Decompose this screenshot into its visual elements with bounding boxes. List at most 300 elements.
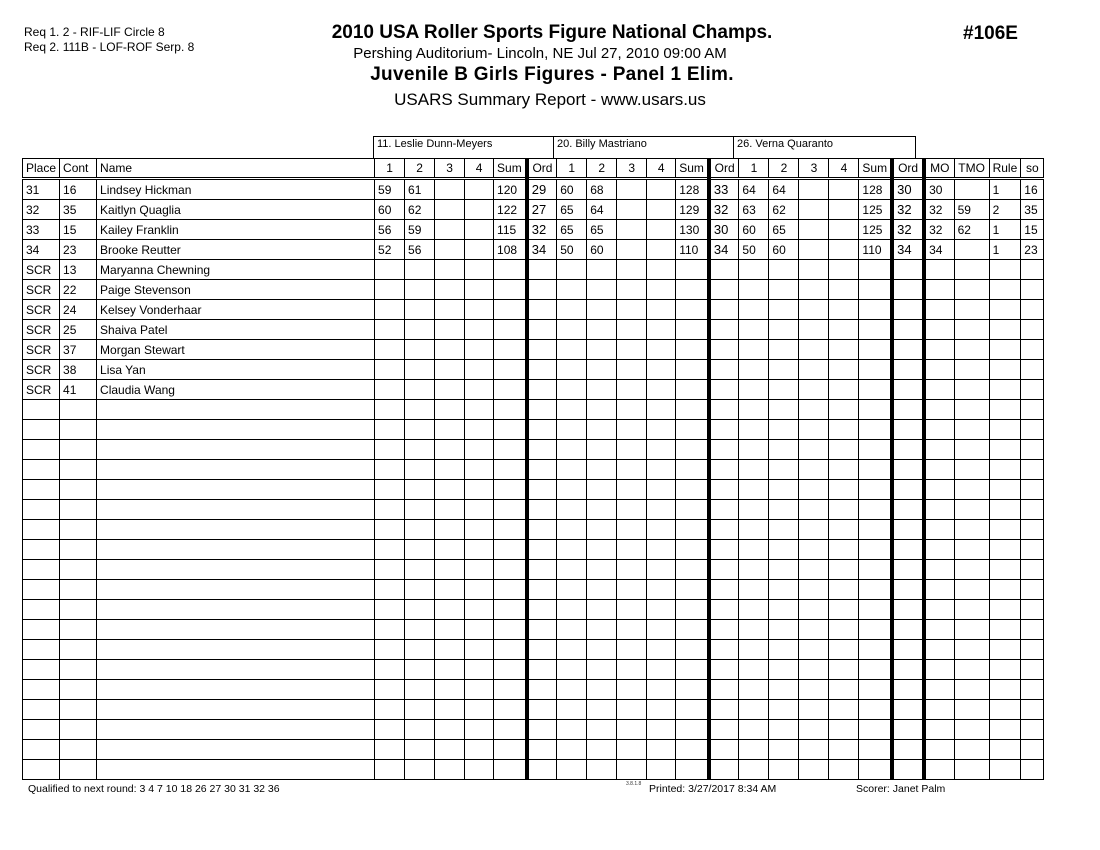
score-2-cell [405,460,435,480]
score-2-cell [405,600,435,620]
score-3-cell [435,280,465,300]
score-3-cell [799,320,829,340]
score-4-cell [829,540,859,560]
score-4-cell [829,460,859,480]
version-code: 3.8.1.8 [626,781,642,787]
score-3-cell [435,680,465,700]
score-3-cell [435,300,465,320]
sum-cell [494,660,527,680]
so-cell [1021,620,1044,640]
score-1-cell [557,740,587,760]
so-cell [1021,560,1044,580]
rule-cell [989,320,1021,340]
so-cell [1021,320,1044,340]
score-4-cell [465,700,494,720]
ordinal-cell [527,540,557,560]
score-4-cell [465,620,494,640]
sum-cell [859,700,892,720]
header-so: so [1021,159,1044,179]
header-j2-score-4: 4 [647,159,676,179]
so-cell: 23 [1021,240,1044,260]
score-4-cell [465,440,494,460]
rule-cell [989,280,1021,300]
rule-cell [989,660,1021,680]
mo-cell [924,660,954,680]
score-1-cell [739,640,769,660]
ordinal-cell [709,300,739,320]
score-4-cell [829,700,859,720]
skater-name-cell [97,400,375,420]
score-1-cell: 60 [375,200,405,220]
table-row [23,260,1044,280]
ordinal-cell [709,620,739,640]
place-cell: SCR [23,280,60,300]
rule-cell [989,300,1021,320]
ordinal-cell [892,500,924,520]
mo-cell [924,600,954,620]
score-2-cell [405,520,435,540]
header-mo: MO [924,159,954,179]
printed-timestamp: Printed: 3/27/2017 8:34 AM [649,783,777,795]
sum-cell [676,280,709,300]
score-2-cell [769,700,799,720]
so-cell [1021,480,1044,500]
score-1-cell: 52 [375,240,405,260]
tmo-cell [954,560,989,580]
ordinal-cell [709,280,739,300]
skater-name-cell [97,740,375,760]
score-2-cell [769,540,799,560]
header-j2-score-3: 3 [617,159,647,179]
score-3-cell [617,660,647,680]
score-1-cell [375,720,405,740]
sum-cell [494,320,527,340]
mo-cell [924,560,954,580]
score-4-cell [465,260,494,280]
ordinal-cell [709,480,739,500]
score-2-cell: 62 [405,200,435,220]
score-3-cell [435,660,465,680]
mo-cell [924,500,954,520]
sum-cell [859,360,892,380]
ordinal-cell [892,580,924,600]
score-1-cell [739,680,769,700]
sum-cell [676,720,709,740]
ordinal-cell [892,420,924,440]
score-2-cell [769,580,799,600]
skater-name-cell: Maryanna Chewning [97,260,375,280]
sum-cell [859,740,892,760]
cont-cell: 41 [60,380,97,400]
score-4-cell [647,220,676,240]
place-cell [23,500,60,520]
sum-cell [494,560,527,580]
score-2-cell [405,440,435,460]
score-3-cell [799,580,829,600]
score-3-cell [435,440,465,460]
ordinal-cell [709,580,739,600]
place-cell [23,560,60,580]
ordinal-cell [709,720,739,740]
ordinal-cell [527,400,557,420]
ordinal-cell [527,340,557,360]
score-1-cell [375,760,405,780]
sum-cell [494,440,527,460]
ordinal-cell [709,460,739,480]
rule-cell [989,400,1021,420]
mo-cell: 34 [924,240,954,260]
so-cell [1021,280,1044,300]
ordinal-cell [527,320,557,340]
place-cell: SCR [23,320,60,340]
score-1-cell [375,300,405,320]
ordinal-cell [709,540,739,560]
score-4-cell [465,320,494,340]
sum-cell [494,520,527,540]
score-1-cell [739,740,769,760]
ordinal-cell [892,440,924,460]
score-3-cell [435,179,465,200]
ordinal-cell [527,620,557,640]
score-1-cell: 56 [375,220,405,240]
score-1-cell [557,460,587,480]
skater-name-cell [97,600,375,620]
score-2-cell [769,660,799,680]
place-cell [23,420,60,440]
ordinal-cell [892,260,924,280]
ordinal-cell [892,480,924,500]
table-row [23,640,1044,660]
ordinal-cell [892,380,924,400]
sum-cell [676,360,709,380]
ordinal-cell [527,720,557,740]
score-3-cell [799,179,829,200]
score-4-cell [465,760,494,780]
sum-cell [494,360,527,380]
score-4-cell [465,179,494,200]
tmo-cell: 59 [954,200,989,220]
rule-cell: 1 [989,240,1021,260]
score-2-cell [587,340,617,360]
rule-cell [989,360,1021,380]
score-2-cell [405,680,435,700]
ordinal-cell [527,440,557,460]
score-2-cell [587,400,617,420]
score-2-cell [769,260,799,280]
tmo-cell [954,320,989,340]
ordinal-cell: 33 [709,179,739,200]
sum-cell [676,400,709,420]
skater-name-cell [97,640,375,660]
tmo-cell [954,680,989,700]
score-2-cell [587,380,617,400]
ordinal-cell: 32 [892,220,924,240]
score-1-cell [739,280,769,300]
sum-cell [676,540,709,560]
mo-cell [924,540,954,560]
cont-cell: 13 [60,260,97,280]
cont-cell: 15 [60,220,97,240]
score-2-cell [405,580,435,600]
score-3-cell [799,300,829,320]
header-tmo: TMO [954,159,989,179]
sum-cell [676,520,709,540]
ordinal-cell [892,640,924,660]
ordinal-cell [892,360,924,380]
rule-cell [989,260,1021,280]
score-1-cell [557,260,587,280]
sum-cell: 122 [494,200,527,220]
table-row [23,240,1044,260]
score-4-cell [465,720,494,740]
mo-cell [924,440,954,460]
so-cell [1021,680,1044,700]
table-row [23,280,1044,300]
score-4-cell [647,500,676,520]
sum-cell [676,460,709,480]
skater-name-cell [97,560,375,580]
mo-cell [924,320,954,340]
score-2-cell [405,320,435,340]
score-3-cell [435,480,465,500]
rule-cell [989,560,1021,580]
rule-cell [989,340,1021,360]
cont-cell: 38 [60,360,97,380]
mo-cell: 32 [924,200,954,220]
skater-name-cell [97,720,375,740]
score-1-cell [557,320,587,340]
mo-cell [924,400,954,420]
sum-cell [859,460,892,480]
score-4-cell [647,400,676,420]
score-2-cell: 68 [587,179,617,200]
score-4-cell [647,380,676,400]
score-3-cell [435,420,465,440]
score-2-cell [405,260,435,280]
ordinal-cell [709,340,739,360]
place-cell [23,460,60,480]
score-3-cell [435,620,465,640]
table-row [23,300,1044,320]
score-1-cell: 50 [557,240,587,260]
sum-cell [676,420,709,440]
score-2-cell: 56 [405,240,435,260]
score-1-cell [375,520,405,540]
event-title: Juvenile B Girls Figures - Panel 1 Elim. [370,64,734,85]
table-row [23,440,1044,460]
place-cell: 34 [23,240,60,260]
score-1-cell [739,300,769,320]
skater-name-cell [97,440,375,460]
sum-cell [494,460,527,480]
rule-cell [989,740,1021,760]
score-3-cell [799,440,829,460]
score-1-cell [739,380,769,400]
score-1-cell: 65 [557,200,587,220]
score-3-cell [435,220,465,240]
score-3-cell [435,360,465,380]
score-3-cell [617,420,647,440]
sum-cell [859,520,892,540]
score-1-cell [557,420,587,440]
mo-cell [924,620,954,640]
cont-cell: 22 [60,280,97,300]
ordinal-cell [892,600,924,620]
ordinal-cell [709,600,739,620]
table-row [23,540,1044,560]
score-4-cell [829,200,859,220]
so-cell [1021,440,1044,460]
sum-cell [494,480,527,500]
score-1-cell [375,400,405,420]
score-1-cell [375,380,405,400]
report-subtitle: USARS Summary Report - www.usars.us [394,90,706,109]
ordinal-cell [892,740,924,760]
score-3-cell [617,300,647,320]
score-1-cell [739,360,769,380]
tmo-cell [954,500,989,520]
score-3-cell [435,760,465,780]
sum-cell: 128 [676,179,709,200]
sum-cell [859,400,892,420]
score-4-cell [465,300,494,320]
skater-name-cell: Paige Stevenson [97,280,375,300]
ordinal-cell [892,660,924,680]
mo-cell [924,640,954,660]
score-4-cell [647,720,676,740]
tmo-cell [954,280,989,300]
score-3-cell [617,720,647,740]
rule-cell [989,520,1021,540]
ordinal-cell [527,480,557,500]
score-4-cell [829,380,859,400]
tmo-cell [954,580,989,600]
score-2-cell [769,400,799,420]
header-j3-score-1: 1 [739,159,769,179]
skater-name-cell [97,520,375,540]
score-4-cell [647,440,676,460]
score-4-cell [647,420,676,440]
tmo-cell [954,420,989,440]
score-4-cell [829,660,859,680]
sum-cell [676,340,709,360]
sum-cell [859,420,892,440]
place-cell: 31 [23,179,60,200]
score-4-cell [465,220,494,240]
cont-cell [60,500,97,520]
score-2-cell [769,300,799,320]
score-4-cell [647,520,676,540]
header-j2-sum: Sum [676,159,709,179]
sum-cell [859,620,892,640]
header-j1-sum: Sum [494,159,527,179]
score-2-cell [405,700,435,720]
place-cell [23,680,60,700]
so-cell [1021,380,1044,400]
mo-cell [924,460,954,480]
sum-cell [494,500,527,520]
score-3-cell [435,720,465,740]
score-4-cell [647,640,676,660]
score-4-cell [829,580,859,600]
skater-name-cell [97,620,375,640]
score-2-cell: 65 [587,220,617,240]
rule-cell [989,640,1021,660]
score-2-cell [587,260,617,280]
ordinal-cell [527,700,557,720]
score-2-cell [769,680,799,700]
sum-cell [676,760,709,780]
score-4-cell [647,320,676,340]
sum-cell [494,760,527,780]
sum-cell [494,340,527,360]
place-cell: SCR [23,260,60,280]
score-2-cell [769,340,799,360]
score-2-cell [769,500,799,520]
score-2-cell [769,740,799,760]
so-cell [1021,640,1044,660]
score-2-cell [769,380,799,400]
score-2-cell [405,720,435,740]
score-2-cell [405,740,435,760]
sum-cell [676,300,709,320]
score-2-cell [587,280,617,300]
score-2-cell [587,320,617,340]
score-2-cell [587,740,617,760]
score-2-cell: 64 [769,179,799,200]
score-2-cell [405,620,435,640]
score-1-cell [557,340,587,360]
sum-cell [494,740,527,760]
sum-cell [859,680,892,700]
ordinal-cell [527,280,557,300]
score-4-cell [647,460,676,480]
score-2-cell [769,600,799,620]
sum-cell [676,320,709,340]
table-row [23,200,1044,220]
mo-cell [924,260,954,280]
score-4-cell [465,540,494,560]
table-row [23,620,1044,640]
cont-cell [60,720,97,740]
ordinal-cell [527,520,557,540]
score-2-cell [405,560,435,580]
score-1-cell [739,580,769,600]
table-row [23,560,1044,580]
sum-cell [859,600,892,620]
header-j1-score-3: 3 [435,159,465,179]
ordinal-cell: 34 [709,240,739,260]
score-3-cell [435,240,465,260]
sum-cell [676,580,709,600]
score-3-cell [617,460,647,480]
skater-name-cell [97,500,375,520]
sum-cell [859,380,892,400]
score-1-cell: 60 [557,179,587,200]
score-3-cell [617,400,647,420]
tmo-cell [954,760,989,780]
score-3-cell [435,580,465,600]
ordinal-cell [709,740,739,760]
header-rule: Rule [989,159,1021,179]
score-3-cell [435,380,465,400]
score-3-cell [617,360,647,380]
table-row [23,380,1044,400]
ordinal-cell [709,520,739,540]
skater-name-cell: Lisa Yan [97,360,375,380]
score-2-cell [405,380,435,400]
score-3-cell [617,220,647,240]
